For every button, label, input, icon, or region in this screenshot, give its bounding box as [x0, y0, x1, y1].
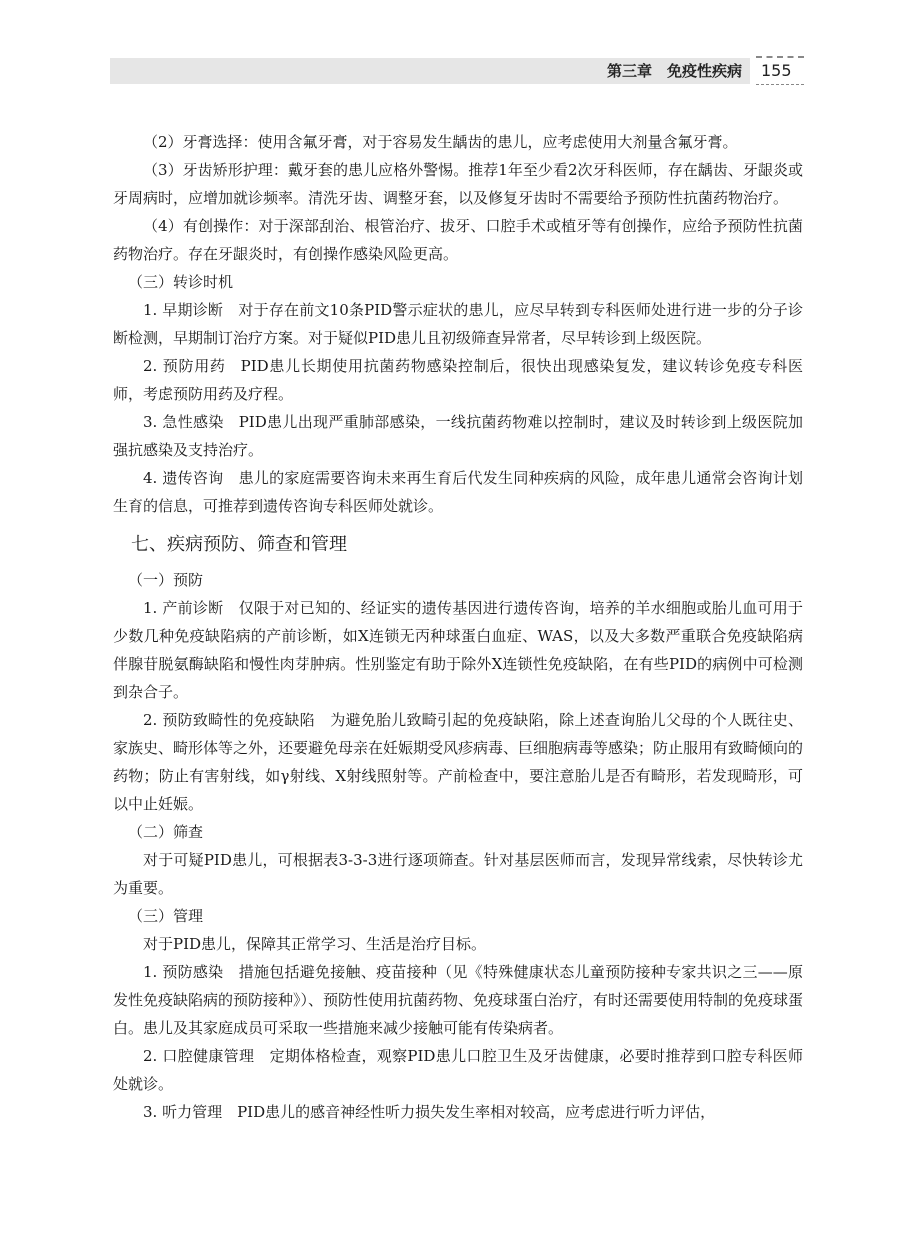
- paragraph-infection-prevention: [113, 958, 803, 1042]
- paragraph-invasive-procedures: （4）有创操作：对于深部刮治、根管治疗、拔牙、口腔手术或植牙等有创操作，应给予预防性抗菌药物治疗。存在牙龈炎时，有创操作感染风险更高。: [113, 217, 803, 263]
- lead-genetic-counseling: 4. 遗传咨询: [143, 469, 224, 487]
- paragraph-genetic-counseling: [113, 464, 803, 520]
- lead-teratogenic-prevention: 2. 预防致畸性的免疫缺陷: [143, 711, 315, 729]
- paragraph-toothpaste: （2）牙膏选择：使用含氟牙膏，对于容易发生龋齿的患儿，应考虑使用大剂量含氟牙膏。: [143, 133, 738, 151]
- page-body: [113, 128, 803, 1126]
- lead-oral-health: 2. 口腔健康管理: [143, 1047, 255, 1065]
- paragraph-oral-health: [113, 1042, 803, 1098]
- paragraph-management-intro: 对于PID患儿，保障其正常学习、生活是治疗目标。: [143, 935, 487, 953]
- lead-infection-prevention: 1. 预防感染: [143, 963, 224, 981]
- text-prenatal-diagnosis: 仅限于对已知的、经证实的遗传基因进行遗传咨询，培养的羊水细胞或胎儿血可用于少数几种免疫缺陷病的产前诊断，如X连锁无丙种球蛋白血症、WAS，以及大多数严重联合免疫缺陷病伴腺苷脱氨酶缺陷和慢性肉芽肿病。性别鉴定有助于除外X连锁性免疫缺陷，在有些PID的病例中可检测到杂合子。: [113, 599, 803, 701]
- lead-hearing: 3. 听力管理: [143, 1103, 223, 1121]
- chapter-title: 第三章 免疫性疾病: [606, 62, 742, 80]
- paragraph-acute-infection: [113, 408, 803, 464]
- paragraph-orthodontic: （3）牙齿矫形护理：戴牙套的患儿应格外警惕。推荐1年至少看2次牙科医师，存在龋齿、牙龈炎或牙周病时，应增加就诊频率。清洗牙齿、调整牙套，以及修复牙齿时不需要给予预防性抗菌药物治疗。: [113, 161, 803, 207]
- text-hearing: PID患儿的感音神经性听力损失发生率相对较高，应考虑进行听力评估，: [237, 1103, 716, 1121]
- page-number: 155: [761, 61, 792, 80]
- paragraph-preventive-medication: [113, 352, 803, 408]
- page-number-bottom-rule: [756, 84, 804, 85]
- text-genetic-counseling: 患儿的家庭需要咨询未来再生育后代发生同种疾病的风险，成年患儿通常会咨询计划生育的信息，可推荐到遗传咨询专科医师处就诊。: [113, 469, 803, 515]
- paragraph-prenatal-diagnosis: [113, 594, 803, 706]
- heading-screening: （二）筛查: [128, 823, 204, 841]
- paragraph-hearing: [113, 1098, 803, 1126]
- heading-section-7: 七、疾病预防、筛查和管理: [131, 534, 347, 555]
- heading-referral-timing: （三）转诊时机: [128, 273, 234, 291]
- lead-early-diagnosis: 1. 早期诊断: [143, 301, 224, 319]
- paragraph-screening: 对于可疑PID患儿，可根据表3-3-3进行逐项筛查。针对基层医师而言，发现异常线索，尽快转诊尤为重要。: [113, 851, 803, 897]
- lead-preventive-medication: 2. 预防用药: [143, 357, 226, 375]
- text-preventive-medication: PID患儿长期使用抗菌药物感染控制后，很快出现感染复发，建议转诊免疫专科医师，考虑预防用药及疗程。: [113, 357, 803, 403]
- heading-management: （三）管理: [128, 907, 204, 925]
- lead-prenatal-diagnosis: 1. 产前诊断: [143, 599, 224, 617]
- text-infection-prevention: 措施包括避免接触、疫苗接种（见《特殊健康状态儿童预防接种专家共识之三——原发性免疫缺陷病的预防接种》）、预防性使用抗菌药物、免疫球蛋白治疗，有时还需要使用特制的免疫球蛋白。患儿及其家庭成员可采取一些措施来减少接触可能有传染病者。: [113, 963, 804, 1037]
- text-oral-health: 定期体格检查，观察PID患儿口腔卫生及牙齿健康，必要时推荐到口腔专科医师处就诊。: [113, 1047, 803, 1093]
- page-number-top-rule: [756, 56, 804, 58]
- paragraph-teratogenic-prevention: [113, 706, 803, 818]
- text-early-diagnosis: 对于存在前文10条PID警示症状的患儿，应尽早转到专科医师处进行进一步的分子诊断检测，早期制订治疗方案。对于疑似PID患儿且初级筛查异常者，尽早转诊到上级医院。: [113, 301, 803, 347]
- lead-acute-infection: 3. 急性感染: [143, 413, 224, 431]
- text-acute-infection: PID患儿出现严重肺部感染，一线抗菌药物难以控制时，建议及时转诊到上级医院加强抗感染及支持治疗。: [113, 413, 803, 459]
- heading-prevention: （一）预防: [128, 571, 204, 589]
- text-teratogenic-prevention: 为避免胎儿致畸引起的免疫缺陷，除上述查询胎儿父母的个人既往史、家族史、畸形体等之外，还要避免母亲在妊娠期受风疹病毒、巨细胞病毒等感染；防止服用有致畸倾向的药物；防止有害射线，如γ射线、X射线照射等。产前检查中，要注意胎儿是否有畸形，若发现畸形，可以中止妊娠。: [113, 711, 804, 813]
- paragraph-early-diagnosis: [113, 296, 803, 352]
